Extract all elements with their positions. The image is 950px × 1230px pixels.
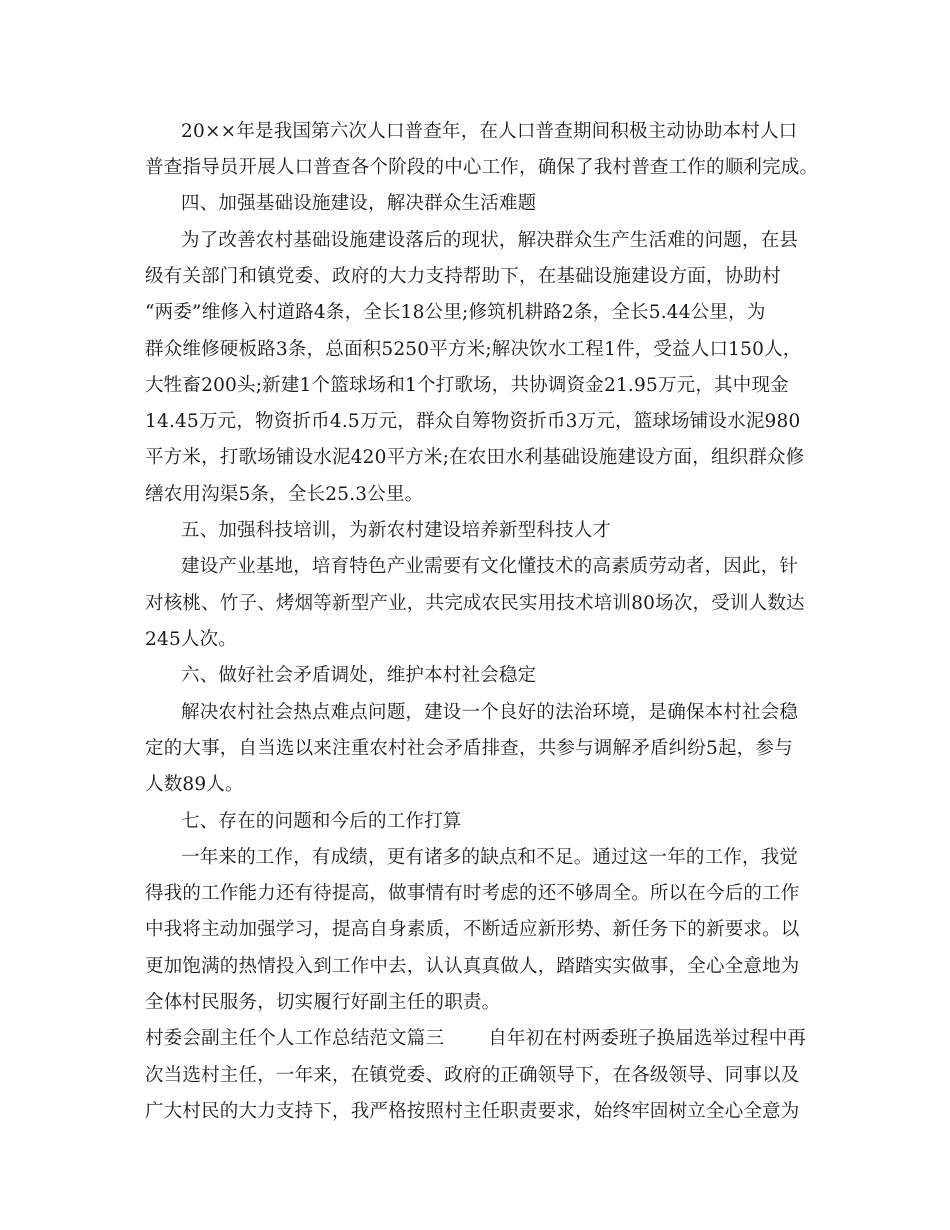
paragraph-line: 对核桃、竹子、烤烟等新型产业，共完成农民实用技术培训80场次，受训人数达 <box>145 593 805 614</box>
paragraph-line: 普查指导员开展人口普查各个阶段的中心工作，确保了我村普查工作的顺利完成。 <box>145 157 819 178</box>
paragraph-line: 解决农村社会热点难点问题，建设一个良好的法治环境，是确保本村社会稳 <box>181 702 799 723</box>
section-heading: 六、做好社会矛盾调处，维护本村社会稳定 <box>181 665 537 686</box>
paragraph-line <box>145 1027 815 1051</box>
paragraph-line: 定的大事，自当选以来注重农村社会矛盾排查，共参与调解矛盾纠纷5起，参与 <box>145 738 793 759</box>
paragraph-line: 群众维修硬板路3条，总面积5250平方米;解决饮水工程1件，受益人口150人， <box>145 339 802 360</box>
paragraph-line: 中我将主动加强学习，提高自身素质，不断适应新形势、新任务下的新要求。以 <box>145 919 800 940</box>
paragraph-line: 缮农用沟渠5条，全长25.3公里。 <box>145 484 424 505</box>
paragraph-line: 大牲畜200头;新建1个篮球场和1个打歌场，共协调资金21.95万元，其中现金 <box>145 375 789 396</box>
paragraph-line: 人数89人。 <box>145 774 244 795</box>
paragraph-line: 得我的工作能力还有待提高，做事情有时考虑的还不够周全。所以在今后的工作 <box>145 883 800 904</box>
paragraph-line: 为了改善农村基础设施建设落后的现状，解决群众生产生活难的问题，在县 <box>181 230 799 251</box>
section-heading: 五、加强科技培训，为新农村建设培养新型科技人才 <box>181 520 612 541</box>
paragraph-text: 自年初在村两委班子换届选举过程中再 <box>488 1028 807 1049</box>
paragraph-line: 建设产业基地，培育特色产业需要有文化懂技术的高素质劳动者，因此，针 <box>181 556 799 577</box>
paragraph-line: 20××年是我国第六次人口普查年，在人口普查期间积极主动协助本村人口 <box>181 121 798 142</box>
paragraph-line: 级有关部门和镇党委、政府的大力支持帮助下，在基础设施建设方面，协助村 <box>145 266 781 287</box>
paragraph-line: 14.45万元，物资折币4.5万元，群众自筹物资折币3万元，篮球场铺设水泥980 <box>145 411 801 432</box>
paragraph-line: 广大村民的大力支持下，我严格按照村主任职责要求，始终牢固树立全心全意为 <box>145 1101 800 1122</box>
paragraph-line: 次当选村主任，一年来，在镇党委、政府的正确领导下，在各级领导、同事以及 <box>145 1065 800 1086</box>
paragraph-line: 一年来的工作，有成绩，更有诸多的缺点和不足。通过这一年的工作，我觉 <box>181 847 799 868</box>
section-heading: 四、加强基础设施建设，解决群众生活难题 <box>181 193 537 214</box>
paragraph-line: 245人次。 <box>145 629 238 650</box>
paragraph-line: “两委”维修入村道路4条，全长18公里;修筑机耕路2条，全长5.44公里，为 <box>145 302 766 323</box>
section-heading: 七、存在的问题和今后的工作打算 <box>181 811 462 832</box>
paragraph-line: 平方米，打歌场铺设水泥420平方米;在农田水利基础设施建设方面，组织群众修 <box>145 447 805 468</box>
paragraph-line: 全体村民服务，切实履行好副主任的职责。 <box>145 992 501 1013</box>
article-title: 村委会副主任个人工作总结范文篇三 <box>145 1028 445 1049</box>
paragraph-line: 更加饱满的热情投入到工作中去，认认真真做人，踏踏实实做事，全心全意地为 <box>145 956 800 977</box>
